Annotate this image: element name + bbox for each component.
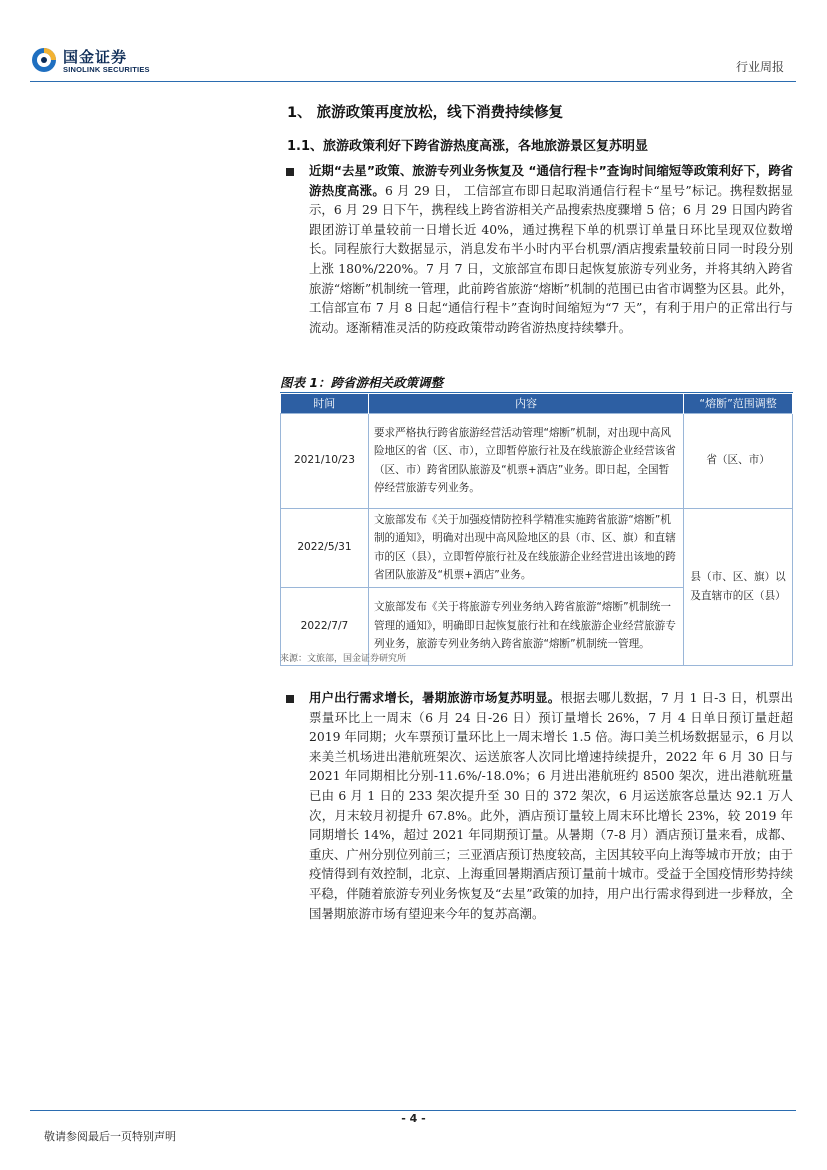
subsection-heading: 1.1、旅游政策利好下跨省游热度高涨，各地旅游景区复苏明显	[287, 139, 649, 154]
report-type-label: 行业周报	[735, 60, 784, 74]
footer-disclaimer: 敬请参阅最后一页特别声明	[44, 1130, 176, 1143]
figure-divider	[280, 392, 793, 393]
paragraph-lead: 近期“去星”政策、旅游专列业务恢复及 “通信行程卡”查询时间缩短等政策利好下，跨省游热度高涨。	[309, 163, 793, 198]
table-row	[281, 413, 793, 508]
cell-date: 2022/5/31	[281, 508, 369, 587]
paragraph-lead: 用户出行需求增长，暑期旅游市场复苏明显。	[309, 690, 561, 705]
cell-content: 文旅部发布《关于将旅游专列业务纳入跨省旅游“熔断”机制统一管理的通知》，明确即日起恢复旅行社和在线旅游企业经营旅游专列业务，旅游专列业务纳入跨省旅游“熔断”机制统一管理。	[368, 587, 683, 665]
section-heading: 1、 旅游政策再度放松，线下消费持续修复	[287, 105, 564, 121]
logo-english-name: SINOLINK SECURITIES	[63, 65, 150, 74]
column-header-scope: “熔断”范围调整	[684, 394, 793, 413]
page-header	[0, 0, 827, 80]
paragraph	[309, 688, 793, 923]
table-row	[281, 508, 793, 587]
column-header-content: 内容	[368, 394, 683, 413]
paragraph	[309, 161, 793, 337]
paragraph-body: 根据去哪儿数据，7 月 1 日-3 日，机票出票量环比上一周末（6 月 24 日-26 日）预订量增长 26%，7 月 4 日单日预订量赶超 2019 年同期；火车票预订量环比上一周末增长 1.5 倍。海口美兰机场数据显示，6 月以来美兰机场进出港航班架次、运送旅客人次同比增速持续提升，2022 年 6 月 30 日与 2021 年同期相比分别-11.6%/-18.0%；6 月进出港航班约 8500 架次，进出港航班量已由 6 月 1 日的 233 架次提升至 30 日的 372 架次，6 月运送旅客总量达 92.1 万人次，月末较月初提升 67.8%。此外，酒店预订量较上周末环比增长 23%，较 2019 年同期增长 14%，超过 2021 年同期预订量。从暑期（7-8 月）酒店预订量来看，成都、重庆、广州分别位列前三；三亚酒店预订热度较高，主因其较平向上海等城市开放；由于疫情得到有效控制，北京、上海重回暑期酒店预订量前十城市。受益于全国疫情形势持续平稳，伴随着旅游专列业务恢复及“去星”政策的加持，用户出行需求得到进一步释放，全国暑期旅游市场有望迎来今年的复苏高潮。	[309, 690, 793, 921]
header-divider	[30, 81, 796, 82]
cell-content: 要求严格执行跨省旅游经营活动管理“熔断”机制，对出现中高风险地区的省（区、市），立即暂停旅行社及在线旅游企业经营该省（区、市）跨省团队旅游及“机票+酒店”业务。即日起，全国暂停经营旅游专列业务。	[368, 413, 683, 508]
figure-title: 图表 1：跨省游相关政策调整	[280, 375, 444, 390]
table-header-row	[281, 394, 793, 413]
bullet-square-icon	[286, 168, 294, 176]
logo-chinese-name: 国金证券	[63, 48, 128, 66]
column-header-date: 时间	[281, 394, 369, 413]
cell-date: 2021/10/23	[281, 413, 369, 508]
figure-source: 来源：文旅部，国金证券研究所	[280, 654, 407, 664]
company-logo	[31, 44, 151, 78]
cell-scope: 省（区、市）	[684, 413, 793, 508]
footer-divider	[30, 1110, 796, 1111]
policy-table	[280, 394, 793, 666]
cell-content: 文旅部发布《关于加强疫情防控科学精准实施跨省旅游“熔断”机制的通知》，明确对出现中高风险地区的县（市、区、旗）和直辖市的区（县），立即暂停旅行社及在线旅游企业经营进出该地的跨省团队旅游及“机票+酒店”业务。	[368, 508, 683, 587]
sinolink-logo-icon	[31, 47, 57, 73]
cell-scope: 县（市、区、旗）以及直辖市的区（县）	[684, 508, 793, 665]
bullet-square-icon	[286, 695, 294, 703]
paragraph-body: 6 月 29 日， 工信部宣布即日起取消通信行程卡“星号”标记。携程数据显示，6 月 29 日下午，携程线上跨省游相关产品搜索热度骤增 5 倍；6 月 29 日国内跨省跟团游订单量较前一日增长近 40%，通过携程下单的机票订单量日环比呈现双位数增长。同程旅行大数据显示，消息发布半小时内平台机票/酒店搜索量较前日同一时段分别上涨 180%/220%。7 月 7 日，文旅部宣布即日起恢复旅游专列业务，并将其纳入跨省旅游“熔断”机制统一管理，此前跨省旅游“熔断”机制的范围已由省市调整为区县。此外，工信部宣布 7 月 8 日起“通信行程卡”查询时间缩短为“7 天”，有利于用户的正常出行与流动。逐渐精准灵活的防疫政策带动跨省游热度持续攀升。	[309, 182, 793, 335]
cell-date: 2022/7/7	[281, 587, 369, 665]
page-number: - 4 -	[401, 1112, 426, 1125]
